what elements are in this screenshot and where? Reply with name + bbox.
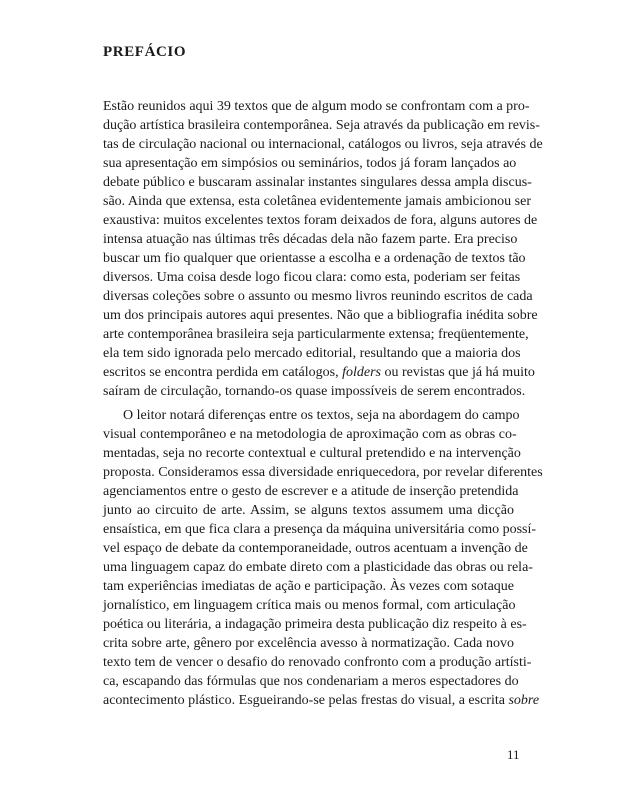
page-title: PREFÁCIO <box>103 44 187 60</box>
text-line: arte contemporânea brasileira seja particularmente extensa; freqüentemente, <box>103 327 529 342</box>
text-line: intensa atuação nas últimas três décadas dela não fazem parte. Era preciso <box>103 232 518 247</box>
text-line: poética ou literária, a indagação primeira desta publicação diz respeito à es- <box>103 617 527 632</box>
text-line: texto tem de vencer o desafio do renovado confronto com a produção artísti- <box>103 655 532 670</box>
text-line: proposta. Consideramos essa diversidade enriquecedora, por revelar diferentes <box>103 465 543 480</box>
text-line: Estão reunidos aqui 39 textos que de algum modo se confrontam com a pro- <box>103 99 530 114</box>
text-line: diversas coleções sobre o assunto ou mesmo livros reunindo escritos de cada <box>103 289 533 304</box>
text-line: debate público e buscaram assinalar instantes singulares dessa ampla discus- <box>103 175 532 190</box>
text-line: acontecimento plástico. Esgueirando-se pelas frestas do visual, a escrita sobre <box>103 693 540 708</box>
text-line: vel espaço de debate da contemporaneidade, outros acentuam a invenção de <box>103 541 528 556</box>
page-number: 11 <box>507 747 520 762</box>
text-line: mentadas, seja no recorte contextual e cultural pretendido e na intervenção <box>103 446 521 461</box>
text-line: são. Ainda que extensa, esta coletânea evidentemente jamais ambicionou ser <box>103 194 532 209</box>
text-line: dução artística brasileira contemporânea. Seja através da publicação em revis- <box>103 118 540 133</box>
text-line: jornalístico, em linguagem crítica mais ou menos formal, com articulação <box>103 598 516 613</box>
text-line: O leitor notará diferenças entre os textos, seja na abordagem do campo <box>123 408 520 423</box>
text-line: ensaística, em que fica clara a presença da máquina universitária como possí- <box>103 522 537 537</box>
text-line: saíram de circulação, tornando-os quase impossíveis de serem encontrados. <box>103 384 526 399</box>
text-line: ela tem sido ignorada pelo mercado editorial, resultando que a maioria dos <box>103 346 521 361</box>
text-line: buscar um fio qualquer que orientasse a escolha e a ordenação de textos tão <box>103 251 526 266</box>
text-line: sua apresentação em simpósios ou seminários, todos já foram lançados ao <box>103 156 517 171</box>
text-line: ca, escapando das fórmulas que nos condenariam a meros espectadores do <box>103 674 519 689</box>
text-line: agenciamentos entre o gesto de escrever e a atitude de inserção pretendida <box>103 484 519 499</box>
text-line: diversos. Uma coisa desde logo ficou clara: como esta, poderiam ser feitas <box>103 270 521 285</box>
text-line: junto ao circuito de arte. Assim, se alguns textos assumem uma dicção <box>103 503 514 518</box>
text-line: crita sobre arte, gênero por excelência avesso à normatização. Cada novo <box>103 636 514 651</box>
text-line: tas de circulação nacional ou internacional, catálogos ou livros, seja através de <box>103 137 543 152</box>
text-line: uma linguagem capaz do embate direto com a plasticidade das obras ou rela- <box>103 560 533 575</box>
text-line: escritos se encontra perdida em catálogos, folders ou revistas que já há muito <box>103 365 535 380</box>
text-line: exaustiva: muitos excelentes textos foram deixados de fora, alguns autores de <box>103 213 538 228</box>
text-line: tam experiências imediatas de ação e participação. Às vezes com sotaque <box>103 579 514 594</box>
text-line: visual contemporâneo e na metodologia de aproximação com as obras co- <box>103 427 517 442</box>
text-line: um dos principais autores aqui presentes. Não que a bibliografia inédita sobre <box>103 308 538 323</box>
